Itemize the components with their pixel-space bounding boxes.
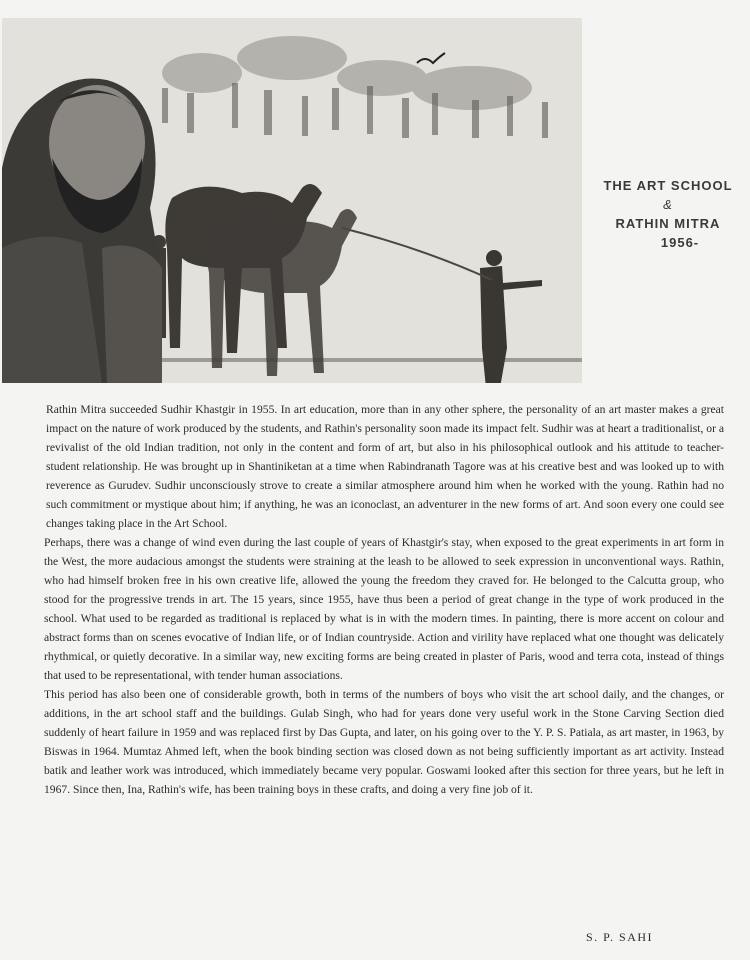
heading-line-art-school: THE ART SCHOOL — [603, 178, 733, 193]
article-paragraph: Rathin Mitra succeeded Sudhir Khastgir in 1955. In art education, more than in any other sphere, the personality of an art master makes a great impact on the nature of work produced by the students, and Rathin's personality soon made its impact felt. Sudhir was at heart a traditionalist, or a revivalist of the old Indian tradition, not only in the content and form of art, but also in his philosophical outlook and his attitude to teacher-student relationship. He was brought up in Shantiniketan at a time when Rabindranath Tagore was at his creative best and was looked up to with reverence as Gurudev. Sudhir unconsciously strove to create a similar atmosphere around him when he worked with the young. Rathin had no such commitment or mystique about him; if anything, he was an iconoclast, an adventurer in the new forms of art. And soon every one could see changes taking place in the Art School. — [46, 403, 724, 530]
article-heading — [590, 176, 746, 252]
author-signature: S. P. SAHI — [586, 930, 654, 944]
article-body — [44, 400, 724, 799]
heading-ampersand: & — [663, 197, 673, 212]
article-paragraph: This period has also been one of considerable growth, both in terms of the numbers of boys who visit the art school daily, and the changes, or additions, in the art school staff and the buildings. Gulab Singh, who had for years done very useful work in the Stone Carving Section died suddenly of heart failure in 1959 and was replaced first by Das Gupta, and later, on his going over to the Y. P. S. Patiala, as art master, in 1963, by Biswas in 1964. Mumtaz Ahmed left, when the book binding section was closed down as not being sufficiently important as art activity. Instead batik and leather work was introduced, which immediately became very popular. Goswami looked after this section for three years, but he left in 1967. Since then, Ina, Rathin's wife, has been training boys in these crafts, and doing a very fine job of it. — [44, 688, 724, 796]
heading-line-rathin-mitra: RATHIN MITRA — [615, 216, 721, 231]
photo-rathin-mitra-with-painting — [2, 18, 582, 383]
article-paragraph: Perhaps, there was a change of wind even during the last couple of years of Khastgir's stay, when exposed to the great experiments in art form in the West, the more audacious amongst the students were straining at the leash to be allowed to seek expression in unconventional ways. Rathin, who had himself broken free in his own creative life, allowed the young the freedom they craved for. He belonged to the Calcutta group, who stood for the progressive trends in art. The 15 years, since 1955, have thus been a period of great change in the type of work produced in the school. What used to be regarded as traditional is replaced by what is in with the modern times. In painting, there is more accent on colour and abstract forms than on scenes evocative of Indian life, or of Indian countryside. Action and virility have replaced what one thought was delicately rhythmical, or quietly decorative. In a similar way, new exciting forms are being created in plaster of Paris, wood and terra cota, instead of things that used to be representational, with tender human associations. — [44, 536, 724, 682]
heading-years: 1956- — [660, 235, 700, 250]
